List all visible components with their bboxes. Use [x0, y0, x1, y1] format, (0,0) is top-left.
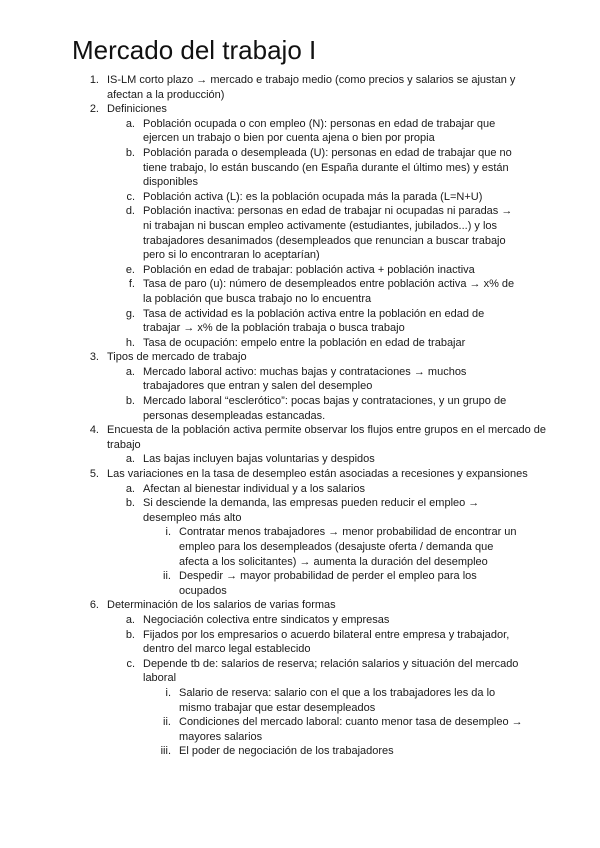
list-item-text: Población en edad de trabajar: población activa + población inactiva — [143, 263, 475, 276]
list-item-text: Si desciende la demanda, las empresas pueden reducir el empleo → desempleo más alto — [143, 497, 480, 524]
list-item — [0, 73, 600, 102]
list-item — [0, 744, 600, 759]
list-marker: b. — [125, 146, 135, 159]
list-item — [0, 657, 600, 686]
list-item — [0, 336, 600, 351]
list-item-text: Condiciones del mercado laboral: cuanto menor tasa de desempleo → mayores salarios — [179, 716, 523, 743]
list-item — [0, 204, 600, 262]
list-item-text: Tipos de mercado de trabajo — [107, 351, 247, 364]
list-marker: c. — [126, 657, 135, 670]
list-item — [0, 394, 600, 423]
list-marker: b. — [125, 628, 135, 641]
list-marker: 3. — [89, 351, 99, 364]
list-item-text: Población activa (L): es la población ocupada más la parada (L=N+U) — [143, 190, 483, 203]
list-marker: h. — [125, 336, 135, 349]
list-item — [0, 102, 600, 117]
list-marker: ii. — [163, 716, 171, 729]
list-item — [0, 613, 600, 628]
list-item — [0, 350, 600, 365]
list-item-text: Determinación de los salarios de varias formas — [107, 599, 336, 612]
list-marker: 1. — [89, 74, 99, 86]
list-item — [0, 146, 600, 190]
list-marker: i. — [165, 686, 171, 699]
list-marker: iii. — [160, 745, 171, 758]
list-marker: d. — [125, 205, 135, 218]
list-item-text: Población ocupada o con empleo (N): personas en edad de trabajar que ejercen un trabajo o bien por cuenta ajena o bien por propia — [143, 117, 496, 145]
list-item — [0, 715, 600, 744]
list-marker: a. — [125, 613, 135, 626]
list-item-text: Salario de reserva: salario con el que a los trabajadores les da lo mismo trabajar que estar desempleados — [179, 686, 496, 714]
list-item-text: Las variaciones en la tasa de desempleo están asociadas a recesiones y expansiones — [107, 468, 528, 481]
list-item-text: Población inactiva: personas en edad de trabajar ni ocupadas ni paradas → ni trabajan ni buscan empleo activamente (estudiantes, jubilados...) y los trabajadores desanimados (desempleados que renuncian a buscar trabajo pero si lo encontraran lo aceptarían) — [143, 205, 513, 262]
list-marker: f. — [128, 278, 135, 291]
list-item — [0, 277, 600, 306]
list-marker: a. — [125, 117, 135, 130]
list-item-text: Mercado laboral activo: muchas bajas y contrataciones → muchos trabajadores que entran y salen del desempleo — [143, 365, 467, 393]
list-item-text: Afectan al bienestar individual y a los salarios — [143, 482, 365, 495]
list-item-text: Depende tb de: salarios de reserva; relación salarios y situación del mercado laboral — [143, 657, 519, 685]
list-item — [0, 467, 600, 482]
list-item — [0, 423, 600, 452]
list-marker: 2. — [89, 103, 99, 116]
list-item-text: Mercado laboral “esclerótico”: pocas bajas y contrataciones, y un grupo de personas desempleadas estancadas. — [143, 395, 507, 422]
list-item — [0, 569, 600, 598]
list-item-text: El poder de negociación de los trabajadores — [179, 745, 394, 758]
list-item — [0, 628, 600, 657]
list-marker: 4. — [89, 424, 99, 437]
list-marker: ii. — [163, 570, 171, 583]
list-item-text: Encuesta de la población activa permite observar los flujos entre grupos en el mercado de trabajo — [107, 424, 547, 451]
list-marker: e. — [125, 263, 135, 276]
list-marker: c. — [126, 190, 135, 203]
list-item — [0, 117, 600, 146]
list-item-text: Negociación colectiva entre sindicatos y empresas — [143, 613, 390, 626]
list-item-text: Definiciones — [107, 103, 167, 116]
list-marker: a. — [125, 482, 135, 495]
list-marker: a. — [125, 453, 135, 466]
list-item-text: Despedir → mayor probabilidad de perder el empleo para los ocupados — [179, 570, 477, 597]
list-item — [0, 263, 600, 278]
list-item — [0, 452, 600, 467]
list-item-text: Fijados por los empresarios o acuerdo bilateral entre empresa y trabajador, dentro del marco legal establecido — [143, 628, 510, 656]
list-item-text: Población parada o desempleada (U): personas en edad de trabajar que no tiene trabajo, lo están buscando (en España durante el último mes) y están disponibles — [143, 146, 512, 189]
list-marker: b. — [125, 497, 135, 510]
list-marker: b. — [125, 395, 135, 408]
outline-list — [0, 73, 600, 759]
list-item-text: Contratar menos trabajadores → menor probabilidad de encontrar un empleo para los desempleados (desajuste oferta / demanda que afecta a los solicitantes) → aumenta la duración del desempleo — [179, 526, 517, 568]
list-item — [0, 496, 600, 525]
list-item — [0, 482, 600, 497]
list-marker: i. — [165, 526, 171, 539]
list-item — [0, 190, 600, 205]
list-marker: g. — [125, 307, 135, 320]
list-item — [0, 525, 600, 569]
list-marker: a. — [125, 365, 135, 378]
list-item-text: Tasa de actividad es la población activa entre la población en edad de trabajar → x% de la población trabaja o busca trabajo — [143, 307, 485, 335]
list-item-text: Tasa de ocupación: empelo entre la población en edad de trabajar — [143, 336, 466, 349]
list-item-text: Tasa de paro (u): número de desempleados entre población activa → x% de la población que busca trabajo no lo encuentra — [143, 278, 515, 305]
list-item — [0, 598, 600, 613]
page-title: Mercado del trabajo I — [72, 35, 317, 65]
list-item — [0, 686, 600, 715]
list-item-text: IS-LM corto plazo → mercado e trabajo medio (como precios y salarios se ajustan y afectan a la producción) — [107, 74, 516, 101]
list-item — [0, 307, 600, 336]
list-marker: 5. — [89, 468, 99, 481]
list-item-text: Las bajas incluyen bajas voluntarias y despidos — [143, 453, 375, 466]
list-item — [0, 365, 600, 394]
list-marker: 6. — [89, 599, 99, 612]
